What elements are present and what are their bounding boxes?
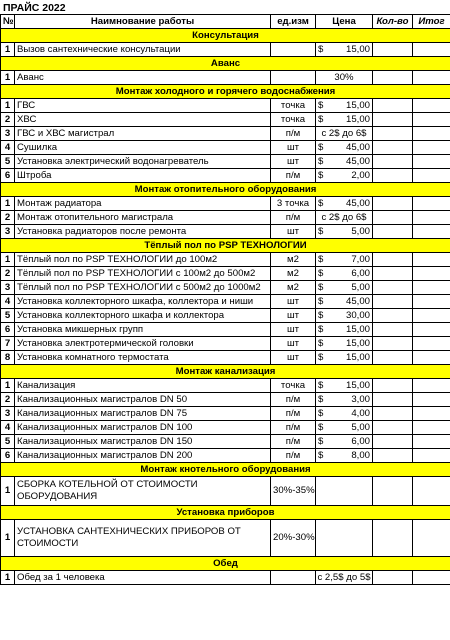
price-value: 5,00	[351, 281, 370, 293]
currency-symbol: $	[318, 43, 324, 55]
price-value: 30,00	[345, 309, 370, 321]
price-cell	[316, 571, 373, 585]
header-unit: ед.изм	[271, 15, 316, 29]
total-cell	[413, 267, 450, 281]
qty-cell[interactable]	[373, 407, 413, 421]
row-number: 6	[1, 323, 15, 337]
total-cell	[413, 520, 450, 557]
row-number: 1	[1, 71, 15, 85]
row-number: 3	[1, 281, 15, 295]
qty-cell[interactable]	[373, 71, 413, 85]
price-value: 5,00	[351, 225, 370, 237]
total-cell	[413, 155, 450, 169]
price-cell	[316, 421, 373, 435]
section-header	[1, 85, 450, 99]
price-cell	[316, 113, 373, 127]
currency-symbol: $	[318, 197, 324, 209]
row-number: 1	[1, 571, 15, 585]
work-name: Монтаж отопительного магистрала	[15, 211, 271, 225]
currency-symbol: $	[318, 295, 324, 307]
price-cell	[316, 127, 373, 141]
currency-symbol: $	[318, 337, 324, 349]
work-name: Установка микшерных групп	[15, 323, 271, 337]
qty-cell[interactable]	[373, 267, 413, 281]
unit-cell: п/м	[271, 393, 316, 407]
qty-cell[interactable]	[373, 169, 413, 183]
qty-cell[interactable]	[373, 323, 413, 337]
work-name: ХВС	[15, 113, 271, 127]
price-cell	[316, 225, 373, 239]
unit-cell: м2	[271, 267, 316, 281]
header-price: Цена	[316, 15, 373, 29]
currency-symbol: $	[318, 309, 324, 321]
price-cell	[316, 281, 373, 295]
total-cell	[413, 449, 450, 463]
table-row	[1, 351, 450, 365]
price-cell	[316, 211, 373, 225]
row-number: 6	[1, 449, 15, 463]
price-cell	[316, 309, 373, 323]
price-value: 4,00	[351, 407, 370, 419]
section-title: Установка приборов	[1, 506, 450, 520]
currency-symbol: $	[318, 421, 324, 433]
total-cell	[413, 407, 450, 421]
unit-cell: п/м	[271, 449, 316, 463]
unit-cell: м2	[271, 281, 316, 295]
table-row	[1, 407, 450, 421]
qty-cell[interactable]	[373, 99, 413, 113]
unit-cell: п/м	[271, 435, 316, 449]
unit-cell: шт	[271, 155, 316, 169]
total-cell	[413, 435, 450, 449]
total-cell	[413, 393, 450, 407]
total-cell	[413, 421, 450, 435]
qty-cell[interactable]	[373, 477, 413, 506]
total-cell	[413, 141, 450, 155]
work-name: Установка коллекторного шкафа и коллектора	[15, 309, 271, 323]
currency-symbol: $	[318, 225, 324, 237]
qty-cell[interactable]	[373, 351, 413, 365]
table-row	[1, 393, 450, 407]
row-number: 6	[1, 169, 15, 183]
row-number: 5	[1, 309, 15, 323]
work-name: УСТАНОВКА САНТЕХНИЧЕСКИХ ПРИБОРОВ ОТ СТОИМОСТИ	[15, 520, 271, 557]
price-value: 15,00	[345, 337, 370, 349]
total-cell	[413, 351, 450, 365]
currency-symbol: $	[318, 449, 324, 461]
work-name: Канализационных магистралов DN 200	[15, 449, 271, 463]
table-row	[1, 477, 450, 506]
unit-cell: п/м	[271, 421, 316, 435]
section-header	[1, 557, 450, 571]
work-name: Сушилка	[15, 141, 271, 155]
work-name: Установка электрический водонагреватель	[15, 155, 271, 169]
row-number: 1	[1, 197, 15, 211]
price-value: 15,00	[345, 351, 370, 363]
price-cell	[316, 71, 373, 85]
qty-cell[interactable]	[373, 337, 413, 351]
qty-cell[interactable]	[373, 197, 413, 211]
unit-cell: 30%-35%	[271, 477, 316, 506]
price-value: 15,00	[345, 323, 370, 335]
price-cell	[316, 323, 373, 337]
qty-cell[interactable]	[373, 520, 413, 557]
row-number: 1	[1, 379, 15, 393]
row-number: 4	[1, 141, 15, 155]
row-number: 3	[1, 225, 15, 239]
total-cell	[413, 253, 450, 267]
table-row	[1, 435, 450, 449]
row-number: 3	[1, 127, 15, 141]
unit-cell: шт	[271, 337, 316, 351]
price-cell	[316, 407, 373, 421]
price-value: 2,00	[351, 169, 370, 181]
row-number: 8	[1, 351, 15, 365]
row-number: 1	[1, 253, 15, 267]
price-cell	[316, 337, 373, 351]
qty-cell[interactable]	[373, 571, 413, 585]
currency-symbol: $	[318, 407, 324, 419]
table-row	[1, 379, 450, 393]
price-cell	[316, 351, 373, 365]
unit-cell: п/м	[271, 169, 316, 183]
unit-cell: шт	[271, 295, 316, 309]
table-row	[1, 155, 450, 169]
header-row	[1, 15, 450, 29]
work-name: Установка электротермической головки	[15, 337, 271, 351]
price-value: 45,00	[345, 141, 370, 153]
currency-symbol: $	[318, 393, 324, 405]
qty-cell[interactable]	[373, 253, 413, 267]
work-name: ГВС	[15, 99, 271, 113]
section-title: Тёплый пол по PSP ТЕХНОЛОГИИ	[1, 239, 450, 253]
row-number: 1	[1, 99, 15, 113]
price-value: 30%	[334, 71, 354, 83]
table-row	[1, 281, 450, 295]
table-row	[1, 211, 450, 225]
row-number: 7	[1, 337, 15, 351]
header-name: Наимнование работы	[15, 15, 271, 29]
total-cell	[413, 127, 450, 141]
row-number: 1	[1, 477, 15, 506]
price-table	[0, 14, 450, 585]
currency-symbol: $	[318, 379, 324, 391]
table-row	[1, 169, 450, 183]
row-number: 2	[1, 393, 15, 407]
total-cell	[413, 71, 450, 85]
unit-cell	[271, 43, 316, 57]
table-row	[1, 449, 450, 463]
currency-symbol: $	[318, 435, 324, 447]
unit-cell: шт	[271, 225, 316, 239]
table-row	[1, 141, 450, 155]
price-value: 15,00	[345, 113, 370, 125]
header-qty: Кол-во	[373, 15, 413, 29]
price-cell	[316, 253, 373, 267]
price-value: 5,00	[351, 421, 370, 433]
qty-cell[interactable]	[373, 155, 413, 169]
price-value: с 2,5$ до 5$	[317, 571, 371, 583]
qty-cell[interactable]	[373, 421, 413, 435]
section-title: Монтаж холодного и горячего водоснабжения	[1, 85, 450, 99]
unit-cell: шт	[271, 141, 316, 155]
price-value: 6,00	[351, 267, 370, 279]
unit-cell: шт	[271, 309, 316, 323]
table-row	[1, 323, 450, 337]
table-row	[1, 71, 450, 85]
section-header	[1, 463, 450, 477]
table-row	[1, 113, 450, 127]
unit-cell: м2	[271, 253, 316, 267]
total-cell	[413, 197, 450, 211]
section-header	[1, 183, 450, 197]
total-cell	[413, 323, 450, 337]
table-row	[1, 253, 450, 267]
price-value: 15,00	[345, 99, 370, 111]
work-name: Монтаж радиатора	[15, 197, 271, 211]
unit-cell: п/м	[271, 211, 316, 225]
row-number: 2	[1, 211, 15, 225]
price-value: 15,00	[345, 379, 370, 391]
qty-cell[interactable]	[373, 379, 413, 393]
currency-symbol: $	[318, 113, 324, 125]
work-name: Штроба	[15, 169, 271, 183]
total-cell	[413, 43, 450, 57]
price-value: 15,00	[345, 43, 370, 55]
total-cell	[413, 379, 450, 393]
table-row	[1, 337, 450, 351]
qty-cell[interactable]	[373, 281, 413, 295]
work-name: Установка радиаторов после ремонта	[15, 225, 271, 239]
section-title: Аванс	[1, 57, 450, 71]
table-row	[1, 309, 450, 323]
price-value: 3,00	[351, 393, 370, 405]
section-title: Монтаж кнотельного оборудования	[1, 463, 450, 477]
total-cell	[413, 477, 450, 506]
section-title: Монтаж отопительного оборудования	[1, 183, 450, 197]
qty-cell[interactable]	[373, 211, 413, 225]
price-cell	[316, 99, 373, 113]
table-row	[1, 295, 450, 309]
row-number: 5	[1, 155, 15, 169]
row-number: 1	[1, 43, 15, 57]
qty-cell[interactable]	[373, 393, 413, 407]
work-name: Установка коллекторного шкафа, коллектора и ниши	[15, 295, 271, 309]
price-cell	[316, 393, 373, 407]
row-number: 2	[1, 267, 15, 281]
qty-cell[interactable]	[373, 449, 413, 463]
currency-symbol: $	[318, 141, 324, 153]
total-cell	[413, 113, 450, 127]
price-value: 45,00	[345, 295, 370, 307]
work-name: Аванс	[15, 71, 271, 85]
currency-symbol: $	[318, 169, 324, 181]
work-name: Канализация	[15, 379, 271, 393]
unit-cell: 3 точка	[271, 197, 316, 211]
price-cell	[316, 449, 373, 463]
table-row	[1, 197, 450, 211]
qty-cell[interactable]	[373, 113, 413, 127]
price-cell	[316, 169, 373, 183]
work-name: Тёплый пол по PSP ТЕХНОЛОГИИ до 100м2	[15, 253, 271, 267]
table-row	[1, 267, 450, 281]
unit-cell: п/м	[271, 407, 316, 421]
total-cell	[413, 309, 450, 323]
work-name: Обед за 1 человека	[15, 571, 271, 585]
work-name: Тёплый пол по PSP ТЕХНОЛОГИИ с 500м2 до 1000м2	[15, 281, 271, 295]
work-name: Установка комнатного термостата	[15, 351, 271, 365]
currency-symbol: $	[318, 253, 324, 265]
table-row	[1, 225, 450, 239]
section-header	[1, 57, 450, 71]
price-cell	[316, 477, 373, 506]
unit-cell	[271, 571, 316, 585]
section-title: Консультация	[1, 29, 450, 43]
table-row	[1, 43, 450, 57]
qty-cell[interactable]	[373, 225, 413, 239]
qty-cell[interactable]	[373, 295, 413, 309]
work-name: Канализационных магистралов DN 50	[15, 393, 271, 407]
section-header	[1, 365, 450, 379]
section-header	[1, 506, 450, 520]
total-cell	[413, 99, 450, 113]
table-row	[1, 571, 450, 585]
price-cell	[316, 197, 373, 211]
table-row	[1, 99, 450, 113]
section-header	[1, 239, 450, 253]
section-title: Монтаж канализация	[1, 365, 450, 379]
row-number: 2	[1, 113, 15, 127]
total-cell	[413, 281, 450, 295]
total-cell	[413, 211, 450, 225]
work-name: Канализационных магистралов DN 75	[15, 407, 271, 421]
unit-cell: 20%-30%	[271, 520, 316, 557]
price-cell	[316, 141, 373, 155]
section-title: Обед	[1, 557, 450, 571]
row-number: 5	[1, 435, 15, 449]
unit-cell: шт	[271, 323, 316, 337]
price-value: 8,00	[351, 449, 370, 461]
price-cell	[316, 155, 373, 169]
unit-cell	[271, 71, 316, 85]
price-cell	[316, 43, 373, 57]
price-value: 7,00	[351, 253, 370, 265]
work-name: СБОРКА КОТЕЛЬНОЙ ОТ СТОИМОСТИ ОБОРУДОВАНИЯ	[15, 477, 271, 506]
total-cell	[413, 295, 450, 309]
qty-cell[interactable]	[373, 43, 413, 57]
unit-cell: точка	[271, 99, 316, 113]
price-list-title: ПРАЙС 2022	[3, 2, 66, 14]
currency-symbol: $	[318, 351, 324, 363]
row-number: 4	[1, 421, 15, 435]
work-name: Канализационных магистралов DN 150	[15, 435, 271, 449]
currency-symbol: $	[318, 267, 324, 279]
price-table-body	[1, 29, 450, 585]
table-row	[1, 127, 450, 141]
price-cell	[316, 267, 373, 281]
row-number: 4	[1, 295, 15, 309]
total-cell	[413, 571, 450, 585]
unit-cell: п/м	[271, 127, 316, 141]
price-cell	[316, 435, 373, 449]
currency-symbol: $	[318, 99, 324, 111]
currency-symbol: $	[318, 281, 324, 293]
price-cell	[316, 520, 373, 557]
unit-cell: точка	[271, 113, 316, 127]
section-header	[1, 29, 450, 43]
work-name: Вызов сантехнические консультации	[15, 43, 271, 57]
unit-cell: точка	[271, 379, 316, 393]
work-name: Канализационных магистралов DN 100	[15, 421, 271, 435]
price-cell	[316, 295, 373, 309]
qty-cell[interactable]	[373, 127, 413, 141]
header-total: Итог	[413, 15, 450, 29]
header-num: №	[1, 15, 15, 29]
work-name: Тёплый пол по PSP ТЕХНОЛОГИИ с 100м2 до 500м2	[15, 267, 271, 281]
qty-cell[interactable]	[373, 141, 413, 155]
qty-cell[interactable]	[373, 309, 413, 323]
currency-symbol: $	[318, 323, 324, 335]
table-row	[1, 520, 450, 557]
row-number: 1	[1, 520, 15, 557]
total-cell	[413, 225, 450, 239]
total-cell	[413, 337, 450, 351]
price-value: 6,00	[351, 435, 370, 447]
price-value: 45,00	[345, 197, 370, 209]
price-value: 45,00	[345, 155, 370, 167]
work-name: ГВС и ХВС магистрал	[15, 127, 271, 141]
price-value: с 2$ до 6$	[321, 211, 367, 223]
currency-symbol: $	[318, 155, 324, 167]
unit-cell: шт	[271, 351, 316, 365]
qty-cell[interactable]	[373, 435, 413, 449]
row-number: 3	[1, 407, 15, 421]
price-cell	[316, 379, 373, 393]
price-value: с 2$ до 6$	[321, 127, 367, 139]
total-cell	[413, 169, 450, 183]
table-row	[1, 421, 450, 435]
